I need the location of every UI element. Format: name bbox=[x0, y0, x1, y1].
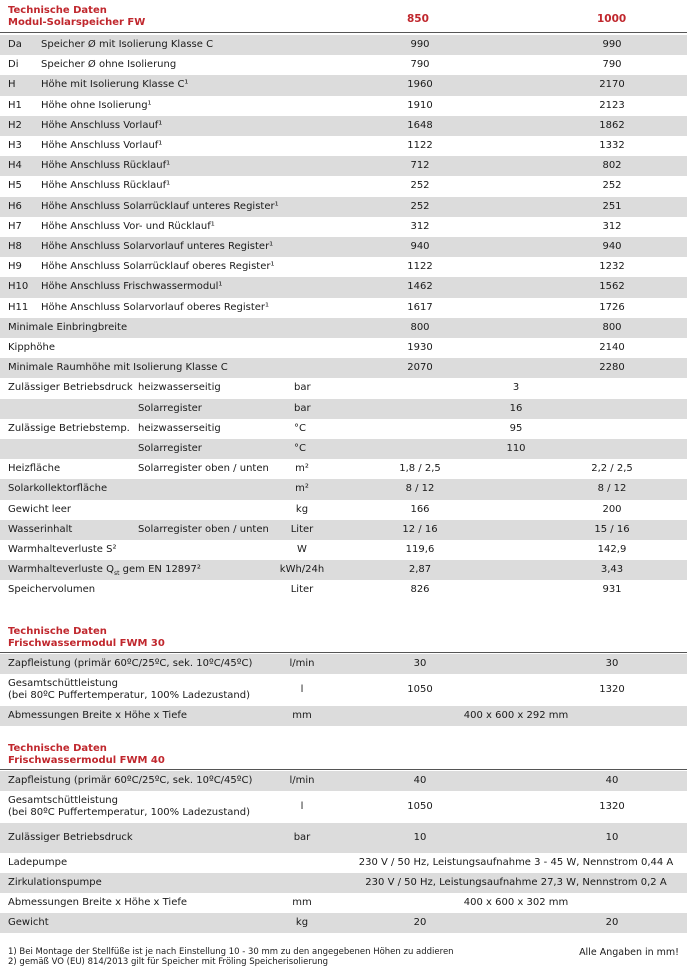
value-850: 1960 bbox=[407, 79, 433, 91]
unit: Liter bbox=[290, 523, 314, 535]
value-1000: 8 / 12 bbox=[597, 483, 627, 495]
footnote-2: 2) gemäß VO (EU) 814/2013 gilt für Speicher mit Fröling Speicherisolierung bbox=[8, 957, 329, 967]
value-shared: 95 bbox=[509, 422, 523, 434]
value-850: 990 bbox=[410, 39, 430, 51]
row-sublabel: Solarregister oben / unten bbox=[138, 463, 269, 475]
row-label: Höhe Anschluss Vor- und Rücklauf¹ bbox=[41, 220, 215, 232]
row-label-subscript: st bbox=[114, 570, 120, 578]
section-title-line2: Frischwassermodul FWM 30 bbox=[8, 638, 165, 649]
section-title-line1: Technische Daten bbox=[8, 743, 107, 754]
unit: bar bbox=[294, 382, 311, 394]
value-shared-2: 20 bbox=[605, 917, 619, 928]
table-row bbox=[0, 136, 687, 156]
value-850: 119,6 bbox=[405, 544, 435, 556]
row-label: Gewicht leer bbox=[8, 503, 71, 515]
unit: mm bbox=[292, 710, 312, 721]
row-label: Höhe Anschluss Rücklauf¹ bbox=[41, 180, 171, 192]
row-label: Höhe Anschluss Solarvorlauf unteres Register¹ bbox=[41, 241, 274, 253]
table-row bbox=[0, 771, 687, 791]
row-label: Heizfläche bbox=[8, 463, 61, 475]
row-label: Höhe Anschluss Rücklauf¹ bbox=[41, 160, 171, 172]
dimension-code: H1 bbox=[8, 99, 22, 111]
value-1000: 2280 bbox=[599, 362, 625, 374]
row-label: Abmessungen Breite x Höhe x Tiefe bbox=[8, 897, 188, 908]
row-label-line2: (bei 80ºC Puffertemperatur, 100% Ladezustand) bbox=[8, 690, 250, 701]
row-label: Zulässiger Betriebsdruck bbox=[8, 832, 133, 843]
table-row bbox=[0, 358, 687, 378]
table-row bbox=[0, 217, 687, 237]
table-row bbox=[0, 540, 687, 560]
unit: kWh/24h bbox=[279, 564, 325, 576]
table-row bbox=[0, 237, 687, 257]
value-850: 1648 bbox=[407, 119, 433, 131]
value-1000: 931 bbox=[602, 584, 622, 596]
table-row bbox=[0, 399, 687, 419]
section-title-line1: Technische Daten bbox=[8, 626, 107, 637]
value-1000: 15 / 16 bbox=[594, 523, 630, 535]
value-850: 2,87 bbox=[408, 564, 432, 576]
row-label-line1: Gesamtschüttleistung bbox=[8, 678, 118, 689]
row-label: Speicher Ø ohne Isolierung bbox=[41, 59, 177, 71]
row-label: Warmhalteverluste S² bbox=[8, 544, 117, 556]
value-1000: 800 bbox=[602, 321, 622, 333]
value-850: 1122 bbox=[407, 261, 433, 273]
value-shared: 3 bbox=[512, 382, 520, 394]
table-row bbox=[0, 378, 687, 398]
row-label: Höhe mit Isolierung Klasse C¹ bbox=[41, 79, 189, 91]
row-label: Höhe Anschluss Solarrücklauf oberes Register¹ bbox=[41, 261, 275, 273]
section-title-line2: Modul-Solarspeicher FW bbox=[8, 17, 146, 28]
value-30-40: 20 bbox=[413, 917, 427, 928]
value-850: 8 / 12 bbox=[405, 483, 435, 495]
row-label: Solarkollektorfläche bbox=[8, 483, 108, 495]
value-shared: 16 bbox=[509, 402, 523, 414]
divider bbox=[0, 32, 687, 33]
section-title-solarspeicher bbox=[8, 5, 145, 29]
divider bbox=[0, 652, 687, 653]
value-850: 166 bbox=[410, 503, 430, 515]
value-1000: 252 bbox=[602, 180, 622, 192]
table-row bbox=[0, 913, 687, 933]
table-row bbox=[0, 674, 687, 706]
row-label: Speichervolumen bbox=[8, 584, 96, 596]
unit: l/min bbox=[289, 775, 315, 786]
row-label-main: Warmhalteverluste Q bbox=[8, 564, 115, 576]
value-850: 12 / 16 bbox=[402, 523, 438, 535]
value-shared-2: 1320 bbox=[599, 801, 625, 812]
unit: l bbox=[300, 801, 304, 812]
row-label-line1: Gesamtschüttleistung bbox=[8, 795, 118, 806]
table-row bbox=[0, 96, 687, 116]
table-row bbox=[0, 823, 687, 853]
table-row bbox=[0, 853, 687, 873]
unit: °C bbox=[294, 443, 306, 455]
dimension-code: H9 bbox=[8, 261, 22, 273]
value-1000: 2140 bbox=[599, 342, 625, 354]
unit: kg bbox=[295, 917, 309, 928]
dimension-code: H8 bbox=[8, 241, 22, 253]
section-title-fwm30 bbox=[8, 626, 165, 650]
value-shared: 230 V / 50 Hz, Leistungsaufnahme 3 - 45 W, Nennstrom 0,44 A bbox=[358, 857, 674, 868]
value-1000: 790 bbox=[602, 59, 622, 71]
footnotes bbox=[8, 947, 454, 967]
value-1000: 940 bbox=[602, 241, 622, 253]
unit: °C bbox=[294, 422, 306, 434]
value-shared-2: 40 bbox=[605, 775, 619, 786]
row-label bbox=[8, 678, 250, 702]
table-row bbox=[0, 257, 687, 277]
value-850: 800 bbox=[410, 321, 430, 333]
table-row bbox=[0, 176, 687, 196]
footnote-1: 1) Bei Montage der Stellfüße ist je nach Einstellung 10 - 30 mm zu den angegebenen Höhen zu addieren bbox=[8, 947, 454, 957]
table-row bbox=[0, 893, 687, 913]
value-850: 1930 bbox=[407, 342, 433, 354]
table-row bbox=[0, 459, 687, 479]
row-label: Ladepumpe bbox=[8, 857, 68, 868]
unit: bar bbox=[293, 832, 311, 843]
value-shared: 230 V / 50 Hz, Leistungsaufnahme 27,3 W, Nennstrom 0,2 A bbox=[365, 877, 667, 888]
table-row bbox=[0, 500, 687, 520]
value-30-40: 30 bbox=[413, 658, 427, 669]
value-1000: 802 bbox=[602, 160, 622, 172]
row-label: Höhe Anschluss Frischwassermodul¹ bbox=[41, 281, 223, 293]
column-header-850: 850 bbox=[407, 13, 429, 25]
row-label: Kipphöhe bbox=[8, 342, 55, 354]
table-row bbox=[0, 338, 687, 358]
section-title-fwm40 bbox=[8, 743, 165, 767]
table-row bbox=[0, 75, 687, 95]
unit: m² bbox=[295, 463, 309, 475]
value-850: 1617 bbox=[407, 301, 433, 313]
value-850: 2070 bbox=[407, 362, 433, 374]
value-1000: 1562 bbox=[599, 281, 625, 293]
value-30-40: 40 bbox=[413, 775, 427, 786]
row-label: Abmessungen Breite x Höhe x Tiefe bbox=[8, 710, 188, 721]
row-label-line2: (bei 80ºC Puffertemperatur, 100% Ladezustand) bbox=[8, 807, 250, 818]
row-sublabel: Solarregister bbox=[138, 402, 202, 414]
table-row bbox=[0, 197, 687, 217]
column-header-1000: 1000 bbox=[597, 13, 627, 25]
table-row bbox=[0, 318, 687, 338]
value-1000: 1332 bbox=[599, 140, 625, 152]
row-sublabel: heizwasserseitig bbox=[138, 382, 221, 394]
dimension-code: Da bbox=[8, 39, 22, 51]
unit: W bbox=[297, 544, 307, 556]
row-label: Höhe Anschluss Vorlauf¹ bbox=[41, 140, 163, 152]
value-shared: 400 x 600 x 302 mm bbox=[463, 897, 569, 908]
row-label bbox=[8, 795, 250, 819]
value-1000: 200 bbox=[602, 503, 622, 515]
value-850: 252 bbox=[410, 180, 430, 192]
value-1000: 990 bbox=[602, 39, 622, 51]
value-1000: 1726 bbox=[599, 301, 625, 313]
value-1000: 1862 bbox=[599, 119, 625, 131]
value-1000: 312 bbox=[602, 220, 622, 232]
value-shared-2: 1320 bbox=[599, 684, 625, 695]
unit: l/min bbox=[289, 658, 315, 669]
value-30-40: 1050 bbox=[407, 801, 433, 812]
value-1000: 2123 bbox=[599, 99, 625, 111]
value-850: 790 bbox=[410, 59, 430, 71]
table-row bbox=[0, 791, 687, 823]
table-row bbox=[0, 439, 687, 459]
value-850: 1122 bbox=[407, 140, 433, 152]
table-row bbox=[0, 560, 687, 580]
value-1000: 2170 bbox=[599, 79, 625, 91]
value-850: 1,8 / 2,5 bbox=[399, 463, 441, 475]
value-1000: 1232 bbox=[599, 261, 625, 273]
row-label: Wasserinhalt bbox=[8, 523, 73, 535]
value-shared-2: 30 bbox=[605, 658, 619, 669]
dimension-code: H11 bbox=[8, 301, 29, 313]
dimension-code: H7 bbox=[8, 220, 22, 232]
unit: Liter bbox=[290, 584, 314, 596]
dimension-code: H3 bbox=[8, 140, 22, 152]
table-row bbox=[0, 116, 687, 136]
table-row bbox=[0, 580, 687, 600]
table-row bbox=[0, 873, 687, 893]
value-shared-2: 10 bbox=[605, 832, 619, 843]
row-label-rest: gem EN 12897² bbox=[119, 564, 201, 576]
value-30-40: 10 bbox=[413, 832, 427, 843]
dimension-code: H bbox=[8, 79, 16, 91]
value-850: 940 bbox=[410, 241, 430, 253]
value-1000: 2,2 / 2,5 bbox=[591, 463, 633, 475]
dimension-code: H4 bbox=[8, 160, 22, 172]
value-shared: 400 x 600 x 292 mm bbox=[463, 710, 569, 721]
section-title-line1: Technische Daten bbox=[8, 5, 107, 16]
row-sublabel: heizwasserseitig bbox=[138, 422, 221, 434]
row-sublabel: Solarregister oben / unten bbox=[138, 523, 269, 535]
dimension-code: H6 bbox=[8, 200, 22, 212]
unit: kg bbox=[295, 503, 309, 515]
value-850: 312 bbox=[410, 220, 430, 232]
divider bbox=[0, 769, 687, 770]
unit: bar bbox=[294, 402, 311, 414]
section-title-line2: Frischwassermodul FWM 40 bbox=[8, 755, 165, 766]
table-row bbox=[0, 419, 687, 439]
row-label: Minimale Einbringbreite bbox=[8, 321, 128, 333]
table-row bbox=[0, 156, 687, 176]
table-row bbox=[0, 35, 687, 55]
table-row bbox=[0, 55, 687, 75]
dimension-code: Di bbox=[8, 59, 19, 71]
value-850: 712 bbox=[410, 160, 430, 172]
value-1000: 3,43 bbox=[600, 564, 624, 576]
value-850: 1910 bbox=[407, 99, 433, 111]
row-label: Höhe Anschluss Solarvorlauf oberes Register¹ bbox=[41, 301, 270, 313]
row-label: Höhe Anschluss Vorlauf¹ bbox=[41, 119, 163, 131]
row-label: Zapfleistung (primär 60ºC/25ºC, sek. 10ºC/45ºC) bbox=[8, 658, 253, 669]
value-1000: 251 bbox=[602, 200, 622, 212]
row-label: Zulässige Betriebstemp. bbox=[8, 422, 130, 434]
dimension-code: H5 bbox=[8, 180, 22, 192]
value-1000: 142,9 bbox=[597, 544, 627, 556]
row-label bbox=[8, 564, 201, 580]
value-850: 826 bbox=[410, 584, 430, 596]
table-row bbox=[0, 520, 687, 540]
row-label: Zapfleistung (primär 60ºC/25ºC, sek. 10ºC/45ºC) bbox=[8, 775, 253, 786]
all-values-note: Alle Angaben in mm! bbox=[579, 947, 679, 958]
value-850: 252 bbox=[410, 200, 430, 212]
row-label: Minimale Raumhöhe mit Isolierung Klasse C bbox=[8, 362, 228, 374]
row-label: Höhe Anschluss Solarrücklauf unteres Register¹ bbox=[41, 200, 279, 212]
table-row bbox=[0, 298, 687, 318]
table-row bbox=[0, 277, 687, 297]
unit: l bbox=[300, 684, 304, 695]
row-label: Gewicht bbox=[8, 917, 49, 928]
value-30-40: 1050 bbox=[407, 684, 433, 695]
row-label: Zulässiger Betriebsdruck bbox=[8, 382, 133, 394]
row-sublabel: Solarregister bbox=[138, 443, 202, 455]
value-shared: 110 bbox=[506, 443, 526, 455]
table-row bbox=[0, 654, 687, 674]
unit: m² bbox=[295, 483, 309, 495]
row-label: Speicher Ø mit Isolierung Klasse C bbox=[41, 39, 214, 51]
row-label: Zirkulationspumpe bbox=[8, 877, 102, 888]
dimension-code: H10 bbox=[8, 281, 29, 293]
row-label: Höhe ohne Isolierung¹ bbox=[41, 99, 152, 111]
table-row bbox=[0, 479, 687, 499]
value-850: 1462 bbox=[407, 281, 433, 293]
dimension-code: H2 bbox=[8, 119, 22, 131]
table-row bbox=[0, 706, 687, 726]
unit: mm bbox=[292, 897, 312, 908]
